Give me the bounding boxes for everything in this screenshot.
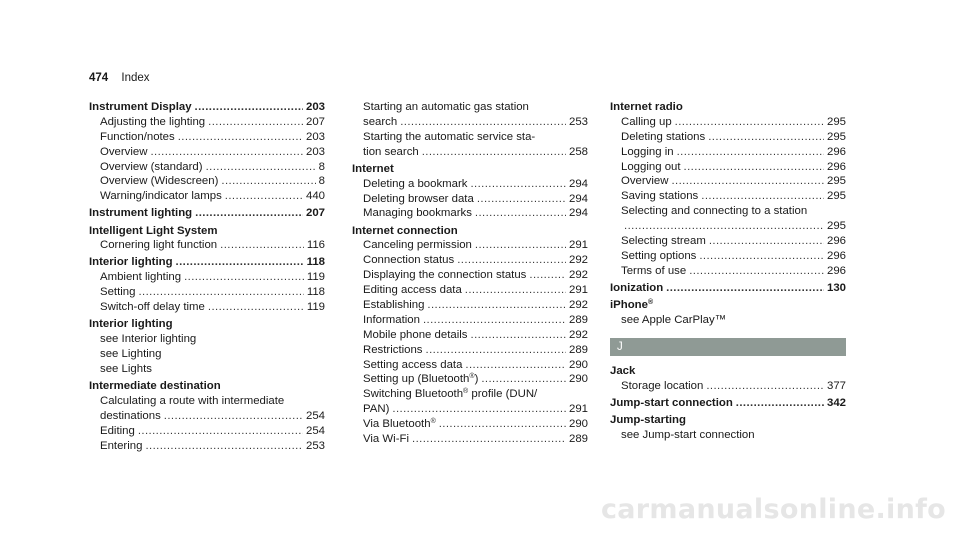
see-reference[interactable]: see Lighting xyxy=(100,348,162,360)
page-number: 474 xyxy=(89,72,109,84)
leader-dots xyxy=(195,100,303,115)
leader-dots xyxy=(221,174,315,189)
index-heading: Instrument Display xyxy=(89,101,192,113)
index-entry xyxy=(610,298,846,328)
index-subentry-row xyxy=(610,264,846,279)
index-heading: Jack xyxy=(610,364,636,377)
index-heading-row xyxy=(610,100,846,115)
index-subentry-row xyxy=(352,313,588,328)
leader-dots xyxy=(666,281,824,296)
index-column-3 xyxy=(610,100,846,445)
index-subentry-row xyxy=(89,189,325,204)
index-subentry-label: Function/notes xyxy=(100,130,175,143)
page-reference[interactable]: 295 xyxy=(826,115,846,128)
page-reference[interactable]: 292 xyxy=(568,254,588,267)
index-heading-row xyxy=(610,413,846,428)
index-heading: Instrument lighting xyxy=(89,207,193,220)
leader-dots xyxy=(138,424,303,439)
index-subentry-row xyxy=(89,145,325,160)
index-subentry-row xyxy=(352,130,588,145)
leader-dots xyxy=(176,255,304,270)
index-subentry-label: Entering xyxy=(100,439,143,452)
page-reference[interactable]: 8 xyxy=(318,175,325,188)
page-reference[interactable]: 118 xyxy=(306,256,325,269)
index-subentry-label: Via Bluetooth® xyxy=(363,418,436,431)
index-heading-row xyxy=(89,100,325,115)
index-subentry-label: Mobile phone details xyxy=(363,328,468,341)
page-reference[interactable]: 295 xyxy=(826,220,846,233)
index-subentry-label: Selecting and connecting to a station xyxy=(621,205,808,218)
index-subentry-row xyxy=(610,174,846,189)
index-subentry-label: Starting an automatic gas station xyxy=(363,101,529,113)
page-reference[interactable]: 119 xyxy=(306,271,325,284)
page-reference[interactable]: 116 xyxy=(306,239,325,252)
index-subentry-label: Establishing xyxy=(363,298,425,311)
page-reference[interactable]: 296 xyxy=(826,264,846,277)
leader-dots xyxy=(184,270,304,285)
index-entry xyxy=(89,206,325,221)
index-subentry-row xyxy=(352,417,588,432)
index-subentry-row xyxy=(352,100,588,115)
index-letter-header: J xyxy=(610,338,846,356)
index-subentry-label-cont: tion search xyxy=(363,145,419,158)
leader-dots xyxy=(178,130,303,145)
page-reference[interactable]: 203 xyxy=(305,130,325,143)
index-subentry-continuation xyxy=(352,145,588,160)
index-subentry-label: Cornering light function xyxy=(100,239,218,252)
page-reference[interactable]: 119 xyxy=(306,301,325,314)
index-subentry-row xyxy=(352,268,588,283)
index-subentry-label: Restrictions xyxy=(363,343,423,356)
index-entry xyxy=(610,281,846,296)
leader-dots xyxy=(701,189,824,204)
leader-dots xyxy=(699,249,824,264)
index-subentry-row xyxy=(89,285,325,300)
leader-dots xyxy=(470,177,566,192)
index-subentry-label: Information xyxy=(363,313,420,326)
index-subentry-row xyxy=(89,130,325,145)
page-reference[interactable]: 292 xyxy=(568,328,588,341)
index-subentry-label: Logging in xyxy=(621,145,674,158)
page-reference[interactable]: 292 xyxy=(568,269,588,282)
index-subentry-label: Warning/indicator lamps xyxy=(100,190,222,203)
index-subentry-label: Setting xyxy=(100,286,136,299)
page-reference[interactable]: 289 xyxy=(568,432,588,445)
index-heading-row xyxy=(89,379,325,394)
index-heading: Interior lighting xyxy=(89,318,173,331)
leader-dots xyxy=(392,402,566,417)
page-reference[interactable]: 296 xyxy=(826,145,846,158)
page-reference[interactable]: 291 xyxy=(568,239,588,252)
index-subentry-row xyxy=(352,192,588,207)
index-entry xyxy=(352,224,588,447)
index-subentry-row xyxy=(89,270,325,285)
leader-dots xyxy=(400,115,566,130)
leader-dots xyxy=(736,396,824,411)
page-reference[interactable]: 296 xyxy=(826,249,846,262)
index-subentry-row xyxy=(352,358,588,373)
leader-dots xyxy=(439,417,566,432)
page-reference[interactable]: 294 xyxy=(568,192,588,205)
index-subentry-label: Setting up (Bluetooth®) xyxy=(363,373,479,386)
index-subentry-label: Starting the automatic service sta- xyxy=(363,130,536,143)
index-subentry-label: Setting options xyxy=(621,249,697,262)
index-subentry-label: Connection status xyxy=(363,254,455,267)
index-heading-row xyxy=(89,255,325,270)
leader-dots xyxy=(150,145,303,160)
index-heading: Intermediate destination xyxy=(89,379,221,392)
index-subentry-row xyxy=(352,206,588,221)
index-subentry-row xyxy=(89,424,325,439)
page-reference[interactable]: 295 xyxy=(826,130,846,143)
leader-dots xyxy=(475,206,566,221)
index-column-2 xyxy=(352,100,588,449)
index-subentry-label: Editing access data xyxy=(363,284,462,297)
index-heading: Ionization xyxy=(610,281,664,294)
index-subentry-label: Deleting browser data xyxy=(363,192,474,205)
leader-dots xyxy=(671,174,824,189)
page-reference[interactable]: 295 xyxy=(826,175,846,188)
leader-dots xyxy=(471,328,566,343)
index-subentry-row xyxy=(610,160,846,175)
leader-dots xyxy=(481,372,566,387)
index-heading-row xyxy=(352,224,588,239)
index-subentry-label-cont: destinations xyxy=(100,409,161,422)
index-subentry-row xyxy=(352,328,588,343)
index-heading: iPhone® xyxy=(610,298,654,311)
page-reference[interactable]: 290 xyxy=(568,418,588,431)
index-entry xyxy=(89,255,325,315)
leader-dots xyxy=(195,206,303,221)
index-entry xyxy=(89,379,325,453)
index-heading-row xyxy=(610,281,846,296)
index-entry xyxy=(352,100,588,160)
index-subentry-label: Via Wi-Fi xyxy=(363,432,409,445)
leader-dots xyxy=(477,192,566,207)
index-heading-row xyxy=(352,162,588,177)
leader-dots xyxy=(709,234,824,249)
page-reference[interactable]: 292 xyxy=(568,298,588,311)
index-subentry-row xyxy=(352,177,588,192)
index-subentry-label: Saving stations xyxy=(621,190,699,203)
index-heading-row xyxy=(610,364,846,379)
index-subentry-label: Adjusting the lighting xyxy=(100,115,206,128)
leader-dots xyxy=(708,130,824,145)
page-reference[interactable]: 342 xyxy=(826,396,846,409)
page-reference[interactable]: 258 xyxy=(568,145,588,158)
leader-dots xyxy=(164,409,303,424)
index-subentry-row xyxy=(610,115,846,130)
index-subentry-row xyxy=(610,145,846,160)
see-reference[interactable]: see Apple CarPlay™ xyxy=(621,313,727,326)
index-subentry-label: Overview xyxy=(100,145,148,158)
page-reference[interactable]: 291 xyxy=(568,284,588,297)
index-entry xyxy=(610,396,846,411)
index-heading: Interior lighting xyxy=(89,256,173,269)
index-subentry-label: Displaying the connection status xyxy=(363,269,527,282)
index-subentry-row xyxy=(89,394,325,409)
leader-dots xyxy=(208,115,303,130)
leader-dots xyxy=(225,189,303,204)
index-subentry-row xyxy=(610,204,846,219)
index-subentry-label: Switching Bluetooth® profile (DUN/ xyxy=(363,388,538,401)
leader-dots xyxy=(475,238,566,253)
see-reference[interactable]: see Jump-start connection xyxy=(621,428,755,441)
leader-dots xyxy=(138,285,303,300)
page-reference[interactable]: 118 xyxy=(306,286,325,299)
leader-dots xyxy=(412,432,566,447)
see-reference[interactable]: see Lights xyxy=(100,362,152,375)
leader-dots xyxy=(427,298,566,313)
index-subentry-label: Setting access data xyxy=(363,358,463,371)
index-subentry-row xyxy=(352,253,588,268)
index-subentry-row xyxy=(610,189,846,204)
index-subentry-continuation xyxy=(352,115,588,130)
index-subentry-label: Selecting stream xyxy=(621,235,706,248)
index-column-1 xyxy=(89,100,325,456)
index-subentry-label: Canceling permission xyxy=(363,239,472,252)
page-reference[interactable]: 254 xyxy=(305,409,325,422)
leader-dots xyxy=(145,439,303,454)
leader-dots xyxy=(465,283,566,298)
index-subentry-row xyxy=(610,130,846,145)
page-reference[interactable]: 291 xyxy=(568,403,588,416)
index-subentry-label: Ambient lighting xyxy=(100,271,182,284)
index-heading-row xyxy=(89,224,325,239)
index-subentry-label-cont: search xyxy=(363,115,398,128)
page-reference[interactable]: 130 xyxy=(826,281,846,294)
index-entry xyxy=(89,224,325,254)
index-heading-row xyxy=(610,396,846,411)
leader-dots xyxy=(529,268,566,283)
index-entry xyxy=(89,100,325,204)
page-reference[interactable]: 377 xyxy=(826,379,846,392)
leader-dots xyxy=(422,145,566,160)
page-reference[interactable]: 253 xyxy=(568,115,588,128)
index-subentry-label: Switch-off delay time xyxy=(100,301,205,314)
index-subentry-label-cont: PAN) xyxy=(363,403,390,416)
page-reference[interactable]: 253 xyxy=(305,439,325,452)
index-subentry-label: Overview (Widescreen) xyxy=(100,175,219,188)
leader-dots xyxy=(684,160,824,175)
index-subentry-label: Editing xyxy=(100,424,135,437)
page-reference[interactable]: 295 xyxy=(826,190,846,203)
index-heading: Jump-starting xyxy=(610,413,686,426)
index-heading-row xyxy=(610,298,846,313)
see-reference[interactable]: see Interior lighting xyxy=(100,333,197,346)
index-subentry-continuation xyxy=(89,409,325,424)
index-subentry-row xyxy=(89,439,325,454)
index-subentry-label: Logging out xyxy=(621,160,681,173)
index-heading: Intelligent Light System xyxy=(89,224,218,237)
index-subentry-row xyxy=(610,379,846,394)
index-subentry-label: Calling up xyxy=(621,115,672,128)
leader-dots xyxy=(677,145,824,160)
page-reference[interactable]: 254 xyxy=(305,424,325,437)
page-reference[interactable]: 207 xyxy=(305,115,325,128)
leader-dots xyxy=(426,343,566,358)
page-reference[interactable]: 203 xyxy=(305,101,325,113)
leader-dots xyxy=(457,253,566,268)
index-subentry-label: Overview xyxy=(621,175,669,188)
index-subentry-row xyxy=(352,298,588,313)
index-subentry-row xyxy=(89,174,325,189)
index-subentry-row xyxy=(89,300,325,315)
page-reference[interactable]: 296 xyxy=(826,160,846,173)
index-subentry-continuation xyxy=(352,402,588,417)
leader-dots xyxy=(206,160,316,175)
page-reference[interactable]: 289 xyxy=(568,343,588,356)
page-reference[interactable]: 440 xyxy=(305,190,325,203)
index-subentry-row xyxy=(352,283,588,298)
index-subentry-row xyxy=(610,234,846,249)
page-reference[interactable]: 207 xyxy=(305,207,325,220)
page-reference[interactable]: 8 xyxy=(318,160,325,173)
leader-dots xyxy=(208,300,304,315)
index-subentry-row xyxy=(89,238,325,253)
index-heading-row xyxy=(89,317,325,332)
leader-dots xyxy=(423,313,566,328)
index-subentry-label: Terms of use xyxy=(621,264,687,277)
leader-dots xyxy=(706,379,824,394)
leader-dots xyxy=(689,264,824,279)
index-subentry-continuation xyxy=(610,219,846,234)
index-entry xyxy=(610,364,846,394)
index-subentry-row xyxy=(352,238,588,253)
page-reference[interactable]: 290 xyxy=(568,373,588,386)
page-header xyxy=(89,72,150,84)
index-subentry-label: Calculating a route with intermediate xyxy=(100,394,285,407)
page-reference[interactable]: 290 xyxy=(568,358,588,371)
index-entry xyxy=(352,162,588,222)
index-subentry-row xyxy=(352,372,588,387)
index-heading: Internet xyxy=(352,162,394,175)
page-reference[interactable]: 203 xyxy=(305,145,325,158)
index-entry xyxy=(610,413,846,443)
section-title: Index xyxy=(121,72,150,84)
watermark: carmanualsonline.info xyxy=(600,494,946,525)
leader-dots xyxy=(675,115,824,130)
index-subentry-row xyxy=(89,115,325,130)
leader-dots xyxy=(220,238,304,253)
leader-dots xyxy=(624,219,824,234)
index-subentry-row xyxy=(610,249,846,264)
index-subentry-label: Storage location xyxy=(621,379,704,392)
index-subentry-row xyxy=(352,432,588,447)
index-subentry-label: Deleting a bookmark xyxy=(363,177,468,190)
page-reference[interactable]: 294 xyxy=(568,177,588,190)
index-subentry-row xyxy=(89,160,325,175)
index-subentry-row xyxy=(352,343,588,358)
page-reference[interactable]: 296 xyxy=(826,235,846,248)
leader-dots xyxy=(465,358,566,373)
page-reference[interactable]: 294 xyxy=(568,207,588,220)
index-entry xyxy=(610,100,846,279)
index-subentry-label: Deleting stations xyxy=(621,130,706,143)
page-reference[interactable]: 289 xyxy=(568,313,588,326)
index-heading: Internet connection xyxy=(352,224,458,237)
index-heading: Internet radio xyxy=(610,101,683,113)
index-subentry-label: Managing bookmarks xyxy=(363,207,472,220)
index-entry xyxy=(89,317,325,377)
index-subentry-label: Overview (standard) xyxy=(100,160,203,173)
index-heading: Jump-start connection xyxy=(610,396,733,409)
index-subentry-row xyxy=(352,387,588,402)
index-heading-row xyxy=(89,206,325,221)
